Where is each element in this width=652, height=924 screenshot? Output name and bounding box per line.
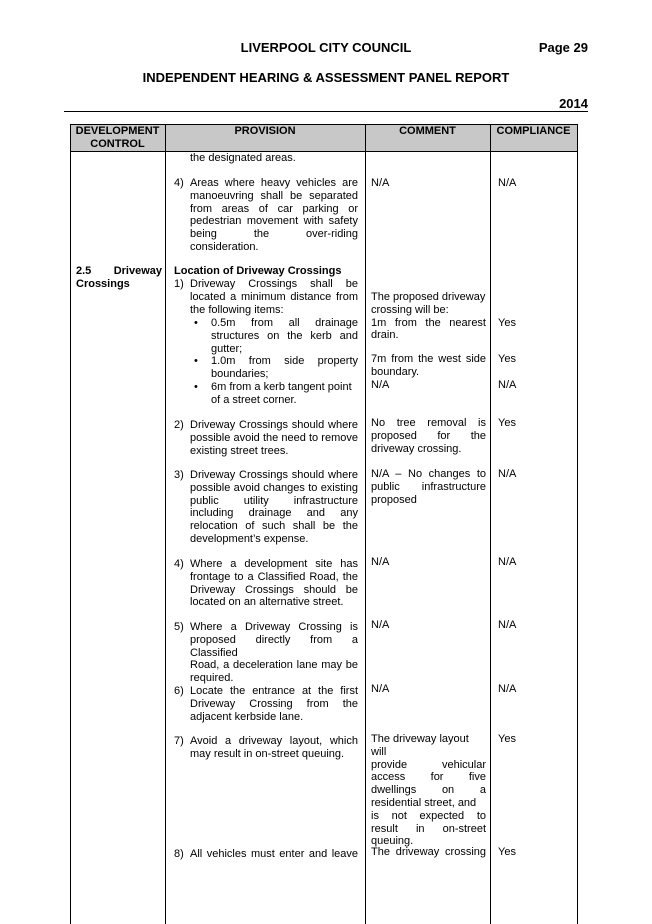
header-rule bbox=[64, 111, 588, 112]
compliance-text: N/A bbox=[498, 619, 517, 631]
comment-text bbox=[371, 417, 486, 455]
compliance-text: N/A bbox=[498, 379, 517, 391]
text-line: Road, a deceleration lane may be bbox=[190, 659, 358, 672]
text-line: possible avoid the need to remove bbox=[190, 431, 358, 444]
text-line: frontage to a Classified Road, the bbox=[190, 570, 358, 583]
text-line: dwellings on a bbox=[371, 784, 486, 797]
text-line: 0.5m from all drainage bbox=[211, 317, 358, 329]
text-line: structures on the kerb and bbox=[211, 329, 358, 342]
item-number: 8) bbox=[174, 848, 184, 860]
text-line: boundary. bbox=[371, 365, 420, 378]
bullet-text bbox=[211, 317, 358, 355]
text-line: of a street corner. bbox=[211, 393, 297, 406]
page-number: Page 29 bbox=[538, 40, 588, 55]
text-line: proposed for the bbox=[371, 429, 486, 442]
council-name: LIVERPOOL CITY COUNCIL bbox=[240, 40, 412, 55]
bullet-text bbox=[211, 381, 361, 407]
compliance-text: Yes bbox=[498, 846, 516, 858]
bullet-icon: • bbox=[194, 317, 198, 329]
report-year: 2014 bbox=[559, 96, 588, 111]
text-line: consideration. bbox=[190, 240, 259, 253]
text-line: proposed directly from a Classified bbox=[190, 633, 358, 659]
comment-text bbox=[371, 468, 486, 506]
item-number: 1) bbox=[174, 278, 184, 290]
text-line: Avoid a driveway layout, which bbox=[190, 735, 358, 747]
item-number: 5) bbox=[174, 621, 184, 633]
text-line: relocation of such shall be the bbox=[190, 520, 358, 533]
text-line: development’s expense. bbox=[190, 532, 309, 545]
text-line: The driveway layout will bbox=[371, 733, 469, 758]
comment-text bbox=[371, 733, 486, 848]
text-line: existing street trees. bbox=[190, 444, 289, 457]
control-number: 2.5 bbox=[76, 265, 92, 277]
provision-text bbox=[190, 735, 358, 761]
compliance-text: Yes bbox=[498, 353, 516, 365]
development-control-label bbox=[76, 265, 162, 291]
column-header-development-control bbox=[70, 125, 165, 151]
text-line: 1.0m from side property bbox=[211, 355, 358, 367]
column-divider bbox=[365, 124, 366, 924]
text-line: Driveway Crossing from the bbox=[190, 697, 358, 710]
compliance-text: Yes bbox=[498, 317, 516, 329]
compliance-text: N/A bbox=[498, 556, 517, 568]
text-line: located on an alternative street. bbox=[190, 596, 344, 609]
text-line: All vehicles must enter and leave bbox=[190, 848, 358, 860]
text-line: from areas of car parking or bbox=[190, 202, 358, 215]
provision-text bbox=[190, 419, 358, 457]
text-line: Driveway Crossings should where bbox=[190, 469, 358, 481]
text-line: residential street, and bbox=[371, 796, 477, 809]
provision-text bbox=[190, 177, 358, 254]
comment-text: N/A bbox=[371, 556, 390, 568]
compliance-text: Yes bbox=[498, 417, 516, 429]
text-line: Driveway Crossings shall be bbox=[190, 278, 358, 290]
compliance-text: N/A bbox=[498, 177, 517, 189]
text-line: Where a Driveway Crossing is bbox=[190, 621, 358, 633]
comment-text bbox=[371, 353, 486, 379]
comment-text: N/A bbox=[371, 379, 390, 391]
compliance-text: Yes bbox=[498, 733, 516, 745]
item-number: 4) bbox=[174, 558, 184, 570]
provisions-table bbox=[70, 124, 578, 924]
item-number: 7) bbox=[174, 735, 184, 747]
text-line: adjacent kerbside lane. bbox=[190, 710, 304, 723]
column-header-line: DEVELOPMENT bbox=[75, 125, 160, 137]
text-line: drain. bbox=[371, 329, 399, 342]
column-divider bbox=[165, 124, 166, 924]
text-line: The driveway crossing bbox=[371, 846, 486, 858]
item-number: 6) bbox=[174, 685, 184, 697]
report-title: INDEPENDENT HEARING & ASSESSMENT PANEL REPORT bbox=[142, 70, 510, 85]
provision-text bbox=[190, 558, 358, 609]
table-border-left bbox=[70, 124, 71, 924]
continued-text: the designated areas. bbox=[190, 152, 296, 164]
text-line: Driveway Crossings should where bbox=[190, 419, 358, 431]
text-line: 1m from the nearest bbox=[371, 316, 486, 329]
text-line: result in on-street bbox=[371, 822, 486, 835]
bullet-icon: • bbox=[194, 381, 198, 393]
text-line: proposed bbox=[371, 493, 417, 506]
column-divider bbox=[490, 124, 491, 924]
section-heading: Location of Driveway Crossings bbox=[174, 265, 342, 277]
provision-text bbox=[190, 848, 358, 861]
text-line: driveway crossing. bbox=[371, 442, 462, 455]
provision-text bbox=[190, 685, 358, 723]
text-line: Areas where heavy vehicles are bbox=[190, 177, 358, 189]
control-line bbox=[76, 265, 162, 278]
column-header-compliance: COMPLIANCE bbox=[496, 125, 571, 137]
item-number: 3) bbox=[174, 469, 184, 481]
column-header-comment: COMMENT bbox=[399, 125, 456, 137]
item-number: 4) bbox=[174, 177, 184, 189]
text-line: being the over-riding bbox=[190, 228, 358, 241]
text-line: No tree removal is bbox=[371, 417, 486, 429]
text-line: including drainage and any bbox=[190, 507, 358, 520]
text-line: the following items: bbox=[190, 303, 284, 316]
text-line: manoeuvring shall be separated bbox=[190, 189, 358, 202]
text-line: public infrastructure bbox=[371, 480, 486, 493]
bullet-icon: • bbox=[194, 355, 198, 367]
comment-text bbox=[371, 846, 486, 859]
text-line: The proposed driveway bbox=[371, 291, 486, 303]
column-header-provision: PROVISION bbox=[234, 125, 296, 137]
text-line: located a minimum distance from bbox=[190, 290, 358, 303]
comment-text: N/A bbox=[371, 619, 390, 631]
text-line: 6m from a kerb tangent point bbox=[211, 381, 352, 393]
text-line: 7m from the west side bbox=[371, 353, 486, 365]
text-line: Where a development site has bbox=[190, 558, 358, 570]
provision-text bbox=[190, 621, 358, 685]
text-line: may result in on-street queuing. bbox=[190, 747, 345, 760]
item-number: 2) bbox=[174, 419, 184, 431]
provision-text bbox=[190, 278, 358, 316]
text-line: pedestrian movement with safety bbox=[190, 215, 358, 228]
text-line: boundaries; bbox=[211, 367, 269, 380]
text-line: N/A – No changes to bbox=[371, 468, 486, 480]
control-word: Driveway bbox=[113, 265, 162, 277]
text-line: public utility infrastructure bbox=[190, 494, 358, 507]
bullet-text bbox=[211, 355, 358, 381]
compliance-text: N/A bbox=[498, 468, 517, 480]
table-border-right bbox=[577, 124, 578, 924]
provision-text bbox=[190, 469, 358, 546]
control-line: Crossings bbox=[76, 277, 130, 290]
text-line: access for five bbox=[371, 771, 486, 784]
comment-text bbox=[371, 291, 486, 342]
text-line: queuing. bbox=[371, 835, 414, 848]
comment-text: N/A bbox=[371, 683, 390, 695]
text-line: is not expected to bbox=[371, 809, 486, 822]
text-line: crossing will be: bbox=[371, 303, 449, 316]
text-line: provide vehicular bbox=[371, 758, 486, 771]
compliance-text: N/A bbox=[498, 683, 517, 695]
column-header-line: CONTROL bbox=[90, 138, 145, 150]
text-line: Driveway Crossings should be bbox=[190, 583, 358, 596]
text-line: gutter; bbox=[211, 342, 243, 355]
text-line: required. bbox=[190, 672, 234, 685]
text-line: possible avoid changes to existing bbox=[190, 481, 358, 494]
text-line: Locate the entrance at the first bbox=[190, 685, 358, 697]
comment-text: N/A bbox=[371, 177, 390, 189]
